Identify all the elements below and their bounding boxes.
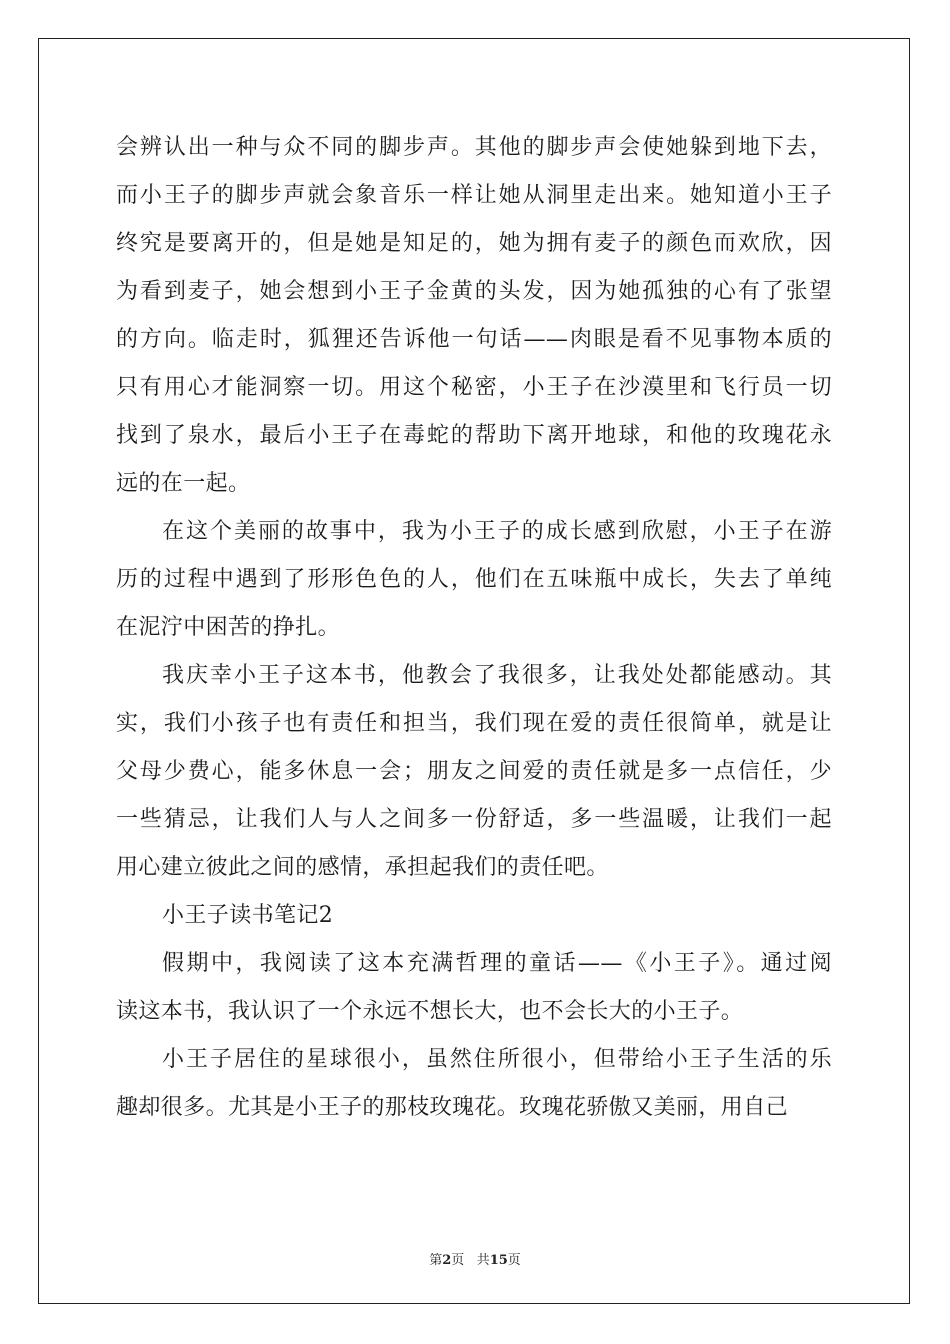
text-line: 而小王子的脚步声就会象音乐一样让她从洞里走出来。她知道小王子 (116, 183, 832, 208)
text-line: 历的过程中遇到了形形色色的人，他们在五味瓶中成长，失去了单纯 (116, 567, 832, 592)
text-line: 实，我们小孩子也有责任和担当，我们现在爱的责任很简单，就是让 (116, 711, 832, 736)
text-line: 趣却很多。尤其是小王子的那枝玫瑰花。玫瑰花骄傲又美丽，用自己 (116, 1095, 789, 1120)
text-line: 假期中，我阅读了这本充满哲理的童话——《小王子》。通过阅 (162, 951, 832, 976)
paragraph (116, 652, 832, 892)
text-line: 在泥泞中困苦的挣扎。 (116, 615, 341, 640)
text-line: 一些猜忌，让我们人与人之间多一份舒适，多一些温暖，让我们一起 (116, 807, 832, 832)
page-current: 2 (442, 1253, 452, 1268)
text-line: 只有用心才能洞察一切。用这个秘密，小王子在沙漠里和飞行员一切 (116, 375, 832, 400)
text-line: 小王子读书笔记2 (162, 903, 334, 928)
text-line: 终究是要离开的，但是她是知足的，她为拥有麦子的颜色而欢欣，因 (116, 231, 832, 256)
text-line: 找到了泉水，最后小王子在毒蛇的帮助下离开地球，和他的玫瑰花永 (116, 423, 832, 448)
document-body (116, 124, 832, 1132)
text-line: 在这个美丽的故事中，我为小王子的成长感到欣慰，小王子在游 (162, 519, 832, 544)
text-line: 我庆幸小王子这本书，他教会了我很多，让我处处都能感动。其 (162, 663, 832, 688)
text-line: 会辨认出一种与众不同的脚步声。其他的脚步声会使她躲到地下去， (116, 135, 832, 160)
text-line: 为看到麦子，她会想到小王子金黄的头发，因为她孤独的心有了张望 (116, 279, 832, 304)
paragraph (116, 124, 832, 508)
page-suffix: 页 (451, 1253, 465, 1268)
paragraph (116, 940, 832, 1036)
page-footer (0, 1249, 950, 1268)
text-line: 小王子居住的星球很小，虽然住所很小，但带给小王子生活的乐 (162, 1047, 832, 1072)
paragraph (116, 1036, 832, 1132)
total-suffix: 页 (507, 1253, 521, 1268)
paragraph (116, 892, 832, 940)
text-line: 远的在一起。 (116, 471, 251, 496)
paragraph (116, 508, 832, 652)
text-line: 读这本书，我认识了一个永远不想长大，也不会长大的小王子。 (116, 999, 744, 1024)
text-line: 用心建立彼此之间的感情，承担起我们的责任吧。 (116, 855, 609, 880)
page-total: 15 (489, 1253, 508, 1268)
page-prefix: 第 (429, 1253, 443, 1268)
text-line: 父母少费心，能多休息一会；朋友之间爱的责任就是多一点信任，少 (116, 759, 832, 784)
total-prefix: 共 (476, 1253, 490, 1268)
text-line: 的方向。临走时，狐狸还告诉他一句话——肉眼是看不见事物本质的 (116, 327, 832, 352)
